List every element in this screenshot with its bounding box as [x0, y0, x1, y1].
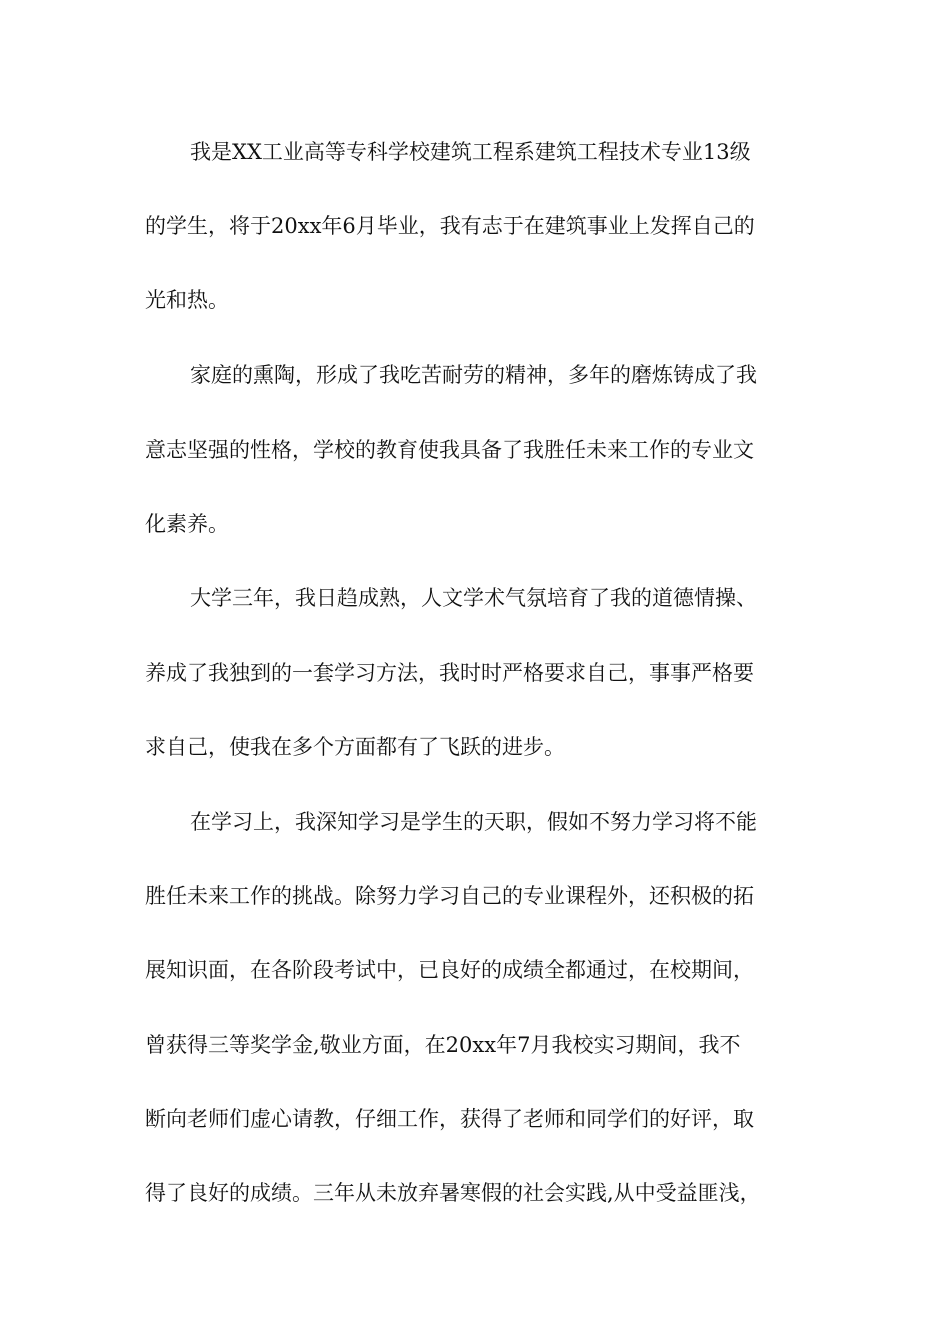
paragraph-2-line-1: 家庭的熏陶，形成了我吃苦耐劳的精神，多年的磨炼铸成了我: [190, 363, 757, 387]
paragraph-3-line-3: 求自己，使我在多个方面都有了飞跃的进步。: [145, 735, 565, 759]
paragraph-3-line-1: 大学三年，我日趋成熟，人文学术气氛培育了我的道德情操、: [190, 586, 757, 610]
paragraph-4-line-5: 断向老师们虚心请教，仔细工作，获得了老师和同学们的好评，取: [145, 1107, 754, 1131]
paragraph-1-line-1: 我是XX工业高等专科学校建筑工程系建筑工程技术专业13级: [190, 140, 751, 164]
paragraph-1-line-3: 光和热。: [145, 288, 229, 312]
paragraph-4-line-4: 曾获得三等奖学金,敬业方面，在20xx年7月我校实习期间，我不: [145, 1033, 741, 1057]
paragraph-2-line-3: 化素养。: [145, 512, 229, 536]
paragraph-2-line-2: 意志坚强的性格，学校的教育使我具备了我胜任未来工作的专业文: [145, 438, 754, 462]
paragraph-4-line-1: 在学习上，我深知学习是学生的天职，假如不努力学习将不能: [190, 810, 757, 834]
paragraph-4-line-6: 得了良好的成绩。三年从未放弃暑寒假的社会实践,从中受益匪浅，: [145, 1181, 761, 1205]
paragraph-4-line-3: 展知识面，在各阶段考试中，已良好的成绩全都通过，在校期间，: [145, 958, 754, 982]
paragraph-4-line-2: 胜任未来工作的挑战。除努力学习自己的专业课程外，还积极的拓: [145, 884, 754, 908]
paragraph-3-line-2: 养成了我独到的一套学习方法，我时时严格要求自己，事事严格要: [145, 661, 754, 685]
paragraph-1-line-2: 的学生，将于20xx年6月毕业，我有志于在建筑事业上发挥自己的: [145, 214, 755, 238]
